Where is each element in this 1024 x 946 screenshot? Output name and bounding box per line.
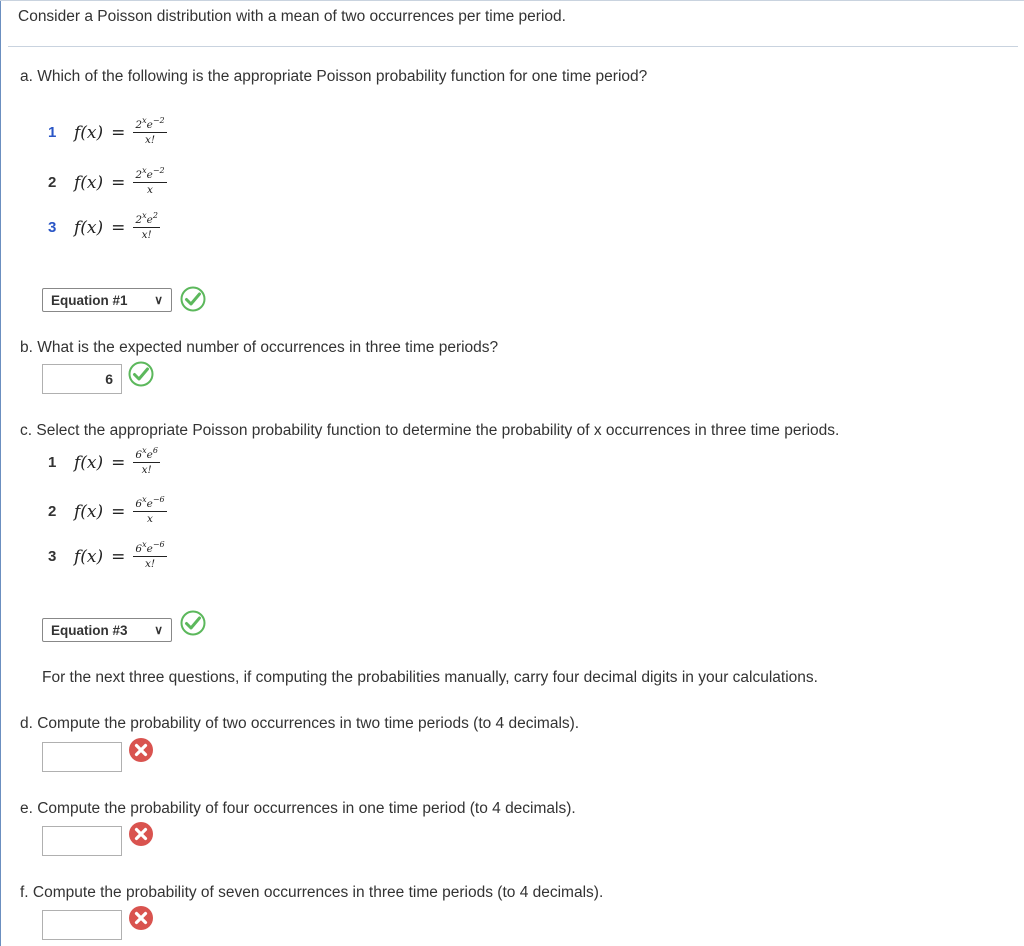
fraction-numerator: $2^xe^{-2}$ <box>135 166 165 181</box>
fraction-denominator: x! <box>141 463 152 476</box>
question-d: d. Compute the probability of two occurrences in two time periods (to 4 decimals). <box>20 715 580 732</box>
option-c-2 <box>48 495 167 525</box>
option-number: 3 <box>48 219 57 236</box>
equation-lhs: f(x) <box>74 452 104 473</box>
equals-sign: = <box>111 217 126 238</box>
option-a-1 <box>48 116 167 146</box>
x-circle-icon <box>128 821 154 847</box>
question-a: a. Which of the following is the appropriate Poisson probability function for one time period? <box>20 68 648 85</box>
equation-lhs: f(x) <box>74 217 104 238</box>
fraction-numerator: $6^xe^6$ <box>135 446 158 461</box>
fraction <box>133 495 166 525</box>
fraction-numerator: $6^xe^{-6}$ <box>135 540 165 555</box>
equation <box>74 495 167 525</box>
option-a-3 <box>48 211 160 241</box>
equation <box>74 166 167 196</box>
fraction-numerator: $2^xe^2$ <box>135 211 158 226</box>
fraction-numerator: $6^xe^{-6}$ <box>135 495 165 510</box>
x-circle-icon <box>128 905 154 931</box>
fraction-denominator: x <box>147 183 153 196</box>
equation <box>74 446 160 476</box>
equals-sign: = <box>111 452 126 473</box>
chevron-down-icon: ∨ <box>154 293 163 307</box>
answer-input-d[interactable] <box>42 742 122 772</box>
question-e: e. Compute the probability of four occurrences in one time period (to 4 decimals). <box>20 800 576 817</box>
fraction-denominator: x! <box>144 557 156 570</box>
fraction-denominator: x! <box>144 133 156 146</box>
fraction <box>133 211 160 241</box>
equation-lhs: f(x) <box>74 122 104 143</box>
equation-lhs: f(x) <box>74 172 104 193</box>
fraction <box>133 116 166 146</box>
fraction <box>133 540 166 570</box>
equation-select-a[interactable] <box>42 288 172 312</box>
answer-input-f[interactable] <box>42 910 122 940</box>
check-circle-icon <box>180 610 206 636</box>
equation <box>74 211 160 241</box>
answer-input-b[interactable]: 6 <box>42 364 122 394</box>
fraction <box>133 166 166 196</box>
equation <box>74 540 167 570</box>
option-c-3 <box>48 540 167 570</box>
problem-intro: Consider a Poisson distribution with a mean of two occurrences per time period. <box>18 8 566 25</box>
option-number: 2 <box>48 174 57 191</box>
equation-lhs: f(x) <box>74 546 104 567</box>
option-number: 1 <box>48 454 57 471</box>
option-number: 3 <box>48 548 57 565</box>
equals-sign: = <box>111 172 126 193</box>
fraction-numerator: $2^xe^{-2}$ <box>135 116 165 131</box>
question-f: f. Compute the probability of seven occurrences in three time periods (to 4 decimals). <box>20 884 604 901</box>
fraction-denominator: x <box>147 512 153 525</box>
equation <box>74 116 167 146</box>
chevron-down-icon: ∨ <box>154 623 163 637</box>
equals-sign: = <box>111 546 126 567</box>
option-a-2 <box>48 166 167 196</box>
select-value: Equation #3 <box>51 622 128 638</box>
fraction <box>133 446 160 476</box>
equation-lhs: f(x) <box>74 501 104 522</box>
check-circle-icon <box>128 361 154 387</box>
question-c: c. Select the appropriate Poisson probability function to determine the probability of x occurrences in three time periods. <box>20 422 840 439</box>
check-circle-icon <box>180 286 206 312</box>
select-value: Equation #1 <box>51 292 128 308</box>
equals-sign: = <box>111 501 126 522</box>
instruction-note: For the next three questions, if computing the probabilities manually, carry four decimal digits in your calculations. <box>42 669 818 686</box>
equals-sign: = <box>111 122 126 143</box>
option-number: 2 <box>48 503 57 520</box>
question-b: b. What is the expected number of occurrences in three time periods? <box>20 339 499 356</box>
equation-select-c[interactable] <box>42 618 172 642</box>
answer-input-e[interactable] <box>42 826 122 856</box>
top-divider <box>0 0 1024 1</box>
fraction-denominator: x! <box>141 228 152 241</box>
x-circle-icon <box>128 737 154 763</box>
option-c-1 <box>48 446 160 476</box>
section-divider <box>8 46 1018 47</box>
option-number: 1 <box>48 124 57 141</box>
